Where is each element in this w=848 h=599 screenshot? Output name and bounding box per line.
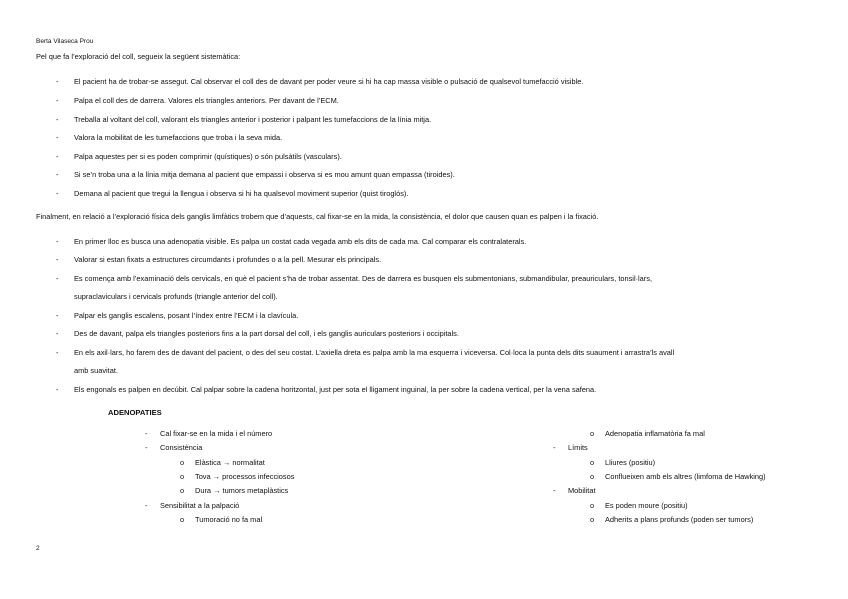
author-name: Berta Vilaseca Prou (36, 38, 94, 45)
list-item-continuation: supraclaviculars i cervicals profunds (triangle anterior del coll). (74, 292, 278, 301)
intro-paragraph: Pel que fa l’exploració del coll, segueix la següent sistemàtica: (36, 52, 241, 61)
list-item-continuation: amb suavitat. (74, 366, 118, 375)
lymph-intro-paragraph: Finalment, en relació a l’exploració física dels ganglis limfàtics trobem que d’aquests, cal fixar-se en la mida, la consistència, el dolor que causen quan es palpen i la fixació. (36, 212, 599, 221)
adenopaties-heading: ADENOPATIES (108, 408, 162, 417)
page-number: 2 (36, 545, 40, 552)
document-page: Berta Vilaseca Prou Pel que fa l’exploració del coll, segueix la següent sistemàtica: - El pacient ha de trobar-se assegut. Cal observar el coll des de davant per poder veure si hi ha cap massa visible o pulsació de qualsevol tumefacció visible. - Palpa el coll des de darrera. Valores els triangles anteriors. Per davant de l’ECM. - Treballa al voltant del coll, valorant els triangles anterior i posterior i palpant les tumefaccions de la línia mitja. - Valora la mobilitat de les tumefaccions que troba i la seva mida. - Palpa aquestes per si es poden comprimir (quístiques) o són pulsàtils (vasculars). - Si se’n troba una a la línia mitja demana al pacient que empassi i observa si es mou amunt quan empassa (tiroides). - Demana al pacient que tregui la llengua i observa si hi ha qualsevol moviment superior (quist tiroglós). Finalment, en relació a l’exploració física dels ganglis limfàtics trobem que d’aquests, cal fixar-se en la mida, la consistència, el dolor que causen quan es palpen i la fixació. - En primer lloc es busca una adenopatia visible. Es palpa un costat cada vegada amb els dits de cada ma. Cal comparar els contralaterals. - Valorar si estan fixats a estructures circumdants i profundes o a la pell. Mesurar els principals. - Es comença amb l’examinació dels cervicals, en què el pacient s’ha de trobar assentat. Des de darrera es busquen els submentonians, submandibular, preauriculars, tonsil·lars, supraclaviculars i cervicals profunds (triangle anterior del coll). - Palpar els ganglis escalens, posant l’índex entre l’ECM i la clavícula. - Des de davant, palpa els triangles posteriors fins a la part dorsal del coll, i els ganglis auriculars posteriors i occipitals. - En els axil·lars, ho farem des de davant del pacient, o des del seu costat. L’axiella dreta es palpa amb la ma esquerra i viceversa. Col·loca la punta dels dits suaument i arrastra’ls avall amb suavitat. - Els engonals es palpen en decúbit. Cal palpar sobre la cadena horitzontal, just per sota el lligament inguinal, la per sobre la cadena vertical, per la vena safena. ADENOPATIES - Cal fixar-se en la mida i el número - Consistència o Elàstica → normalitat o Tova → processos infecciosos o Dura → tumors metaplàstics - Sensibilitat a la palpació o Tumoració no fa mal o Adenopatia inflamatòria fa mal - Límits o Lliures (positiu) o Conflueixen amb els altres (limfoma de Hawking) - Mobilitat o Es poden moure (positiu) o Adherits a plans profunds (poden ser tumors) 2 (36, 38, 766, 552)
